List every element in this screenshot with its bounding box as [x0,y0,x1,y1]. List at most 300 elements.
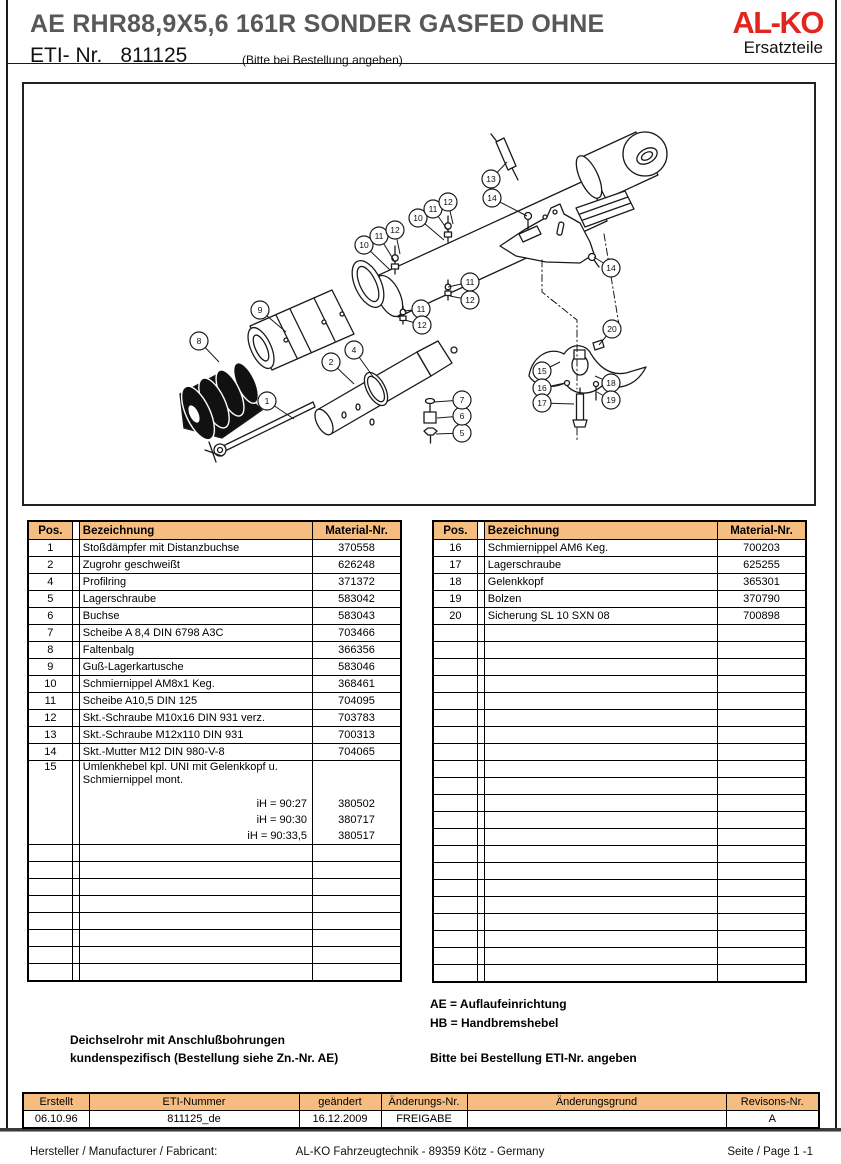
cell-material [718,761,806,778]
cell-pos: 7 [28,625,72,642]
cell-pos: 18 [433,574,477,591]
alko-logo-text: AL-KO [732,5,823,40]
cell-spacer [477,761,484,778]
cell-spacer [477,642,484,659]
cell-material: 370790 [718,591,806,608]
cell-material [718,965,806,983]
cartridge-screw2 [340,312,344,316]
bracket-pin [543,215,547,219]
cell-material [718,829,806,846]
cell-bezeichnung: Lagerschraube [79,591,312,608]
cell-spacer [477,863,484,880]
revision-value-cell: A [726,1111,819,1129]
cell-pos [433,659,477,676]
cell-pos [433,880,477,897]
cell-spacer [72,710,79,727]
cell-pos [433,625,477,642]
callout-number: 11 [374,231,384,241]
cell-material [718,693,806,710]
cell-pos [28,913,72,930]
logo-subtitle: Ersatzteile [743,38,823,57]
cell-material: 380502 380717 380517 [313,761,401,845]
cell-spacer [72,913,79,930]
cell-spacer [72,879,79,896]
cell-pos [433,829,477,846]
cell-bezeichnung [79,862,312,879]
exploded-view-diagram [24,84,814,504]
cell-spacer [477,557,484,574]
table-row [433,948,806,965]
cell-spacer [477,659,484,676]
cell-material [313,964,401,982]
cell-spacer [72,727,79,744]
callout-number: 2 [328,357,334,367]
cell-spacer [72,659,79,676]
table-row [433,574,806,591]
damper-rod-end [512,168,518,180]
revision-header-cell: Erstellt [23,1093,89,1111]
cell-bezeichnung [484,795,717,812]
page-title: AE RHR88,9X5,6 161R SONDER GASFED OHNE [30,10,605,38]
callout-number: 1 [264,396,270,406]
cell-spacer [477,744,484,761]
cell-bezeichnung [484,761,717,778]
cell-material [718,914,806,931]
cell-bezeichnung: Guß-Lagerkartusche [79,659,312,676]
cell-pos [433,761,477,778]
revision-header-cell: Änderungs-Nr. [381,1093,467,1111]
cell-material [718,948,806,965]
table-row [433,761,806,778]
cell-bezeichnung: Scheibe A 8,4 DIN 6798 A3C [79,625,312,642]
cell-bezeichnung [484,625,717,642]
callout-number: 12 [390,225,400,235]
brand-logo [673,5,823,58]
cell-material [718,744,806,761]
callout-number: 10 [359,240,369,250]
exploded-view-box [22,82,816,506]
cell-material: 700203 [718,540,806,557]
revision-value-cell: FREIGABE [381,1111,467,1129]
cell-bezeichnung [484,778,717,795]
cell-spacer [477,795,484,812]
cell-material [718,795,806,812]
cell-bezeichnung: Skt.-Mutter M12 DIN 980-V-8 [79,744,312,761]
cell-pos [433,897,477,914]
callout-number: 11 [416,304,426,314]
cell-spacer [72,845,79,862]
cell-bezeichnung [484,829,717,846]
table-row [433,608,806,625]
revision-header-cell: Revisons-Nr. [726,1093,819,1111]
callout-number: 5 [459,428,465,438]
table-row [28,744,401,761]
page-border-right [835,0,837,1130]
cell-bezeichnung [484,744,717,761]
eti-order-note: (Bitte bei Bestellung angeben) [242,53,403,67]
cell-spacer [72,964,79,982]
cell-bezeichnung [484,812,717,829]
callout-number: 14 [606,263,616,273]
table-row [433,676,806,693]
cell-spacer [72,557,79,574]
cell-pos [28,947,72,964]
bellows [175,359,264,444]
table-row [28,642,401,659]
cell-spacer [477,676,484,693]
cell-pos: 1 [28,540,72,557]
cell-bezeichnung [79,930,312,947]
table-row [433,557,806,574]
cell-spacer [72,930,79,947]
cell-pos: 17 [433,557,477,574]
cell-bezeichnung: Zugrohr geschweißt [79,557,312,574]
footer-manufacturer-label: Hersteller / Manufacturer / Fabricant: [30,1146,218,1158]
cell-spacer [477,965,484,983]
cell-bezeichnung [484,931,717,948]
cell-spacer [477,710,484,727]
cell-material [718,846,806,863]
tube-hole3 [370,419,374,425]
revision-value-row [23,1111,819,1129]
cell-material [718,778,806,795]
table-row [433,931,806,948]
callout-number: 12 [443,197,453,207]
lever-bolt-17 [573,388,587,427]
cell-pos [28,964,72,982]
cell-spacer [477,931,484,948]
cell-spacer [477,914,484,931]
cell-bezeichnung: Bolzen [484,591,717,608]
cell-bezeichnung [484,676,717,693]
revision-value-cell: 16.12.2009 [299,1111,381,1129]
cell-bezeichnung [484,965,717,983]
table-row [28,845,401,862]
cell-spacer [72,744,79,761]
cell-bezeichnung: Skt.-Schraube M12x110 DIN 931 [79,727,312,744]
table-row [28,659,401,676]
col-header-bezeichnung: Bezeichnung [79,521,312,540]
parts-table-left [27,520,402,982]
cell-bezeichnung [484,846,717,863]
cell-bezeichnung [484,710,717,727]
lever-boss-top [574,350,585,359]
cell-material: 704095 [313,693,401,710]
table-row [28,913,401,930]
cell-spacer [72,642,79,659]
cell-material: 625255 [718,557,806,574]
tube-hole1 [342,412,346,418]
cell-bezeichnung: Scheibe A10,5 DIN 125 [79,693,312,710]
callout-number: 14 [487,193,497,203]
table-row [28,676,401,693]
callout-number: 12 [417,320,427,330]
cell-bezeichnung [484,948,717,965]
table-row [433,795,806,812]
table-row [433,693,806,710]
cell-bezeichnung [484,863,717,880]
bracket-pin2 [553,210,557,214]
cell-material: 370558 [313,540,401,557]
cell-bezeichnung: Stoßdämpfer mit Distanzbuchse [79,540,312,557]
cell-material: 583046 [313,659,401,676]
cell-pos [28,930,72,947]
cell-pos: 6 [28,608,72,625]
cell-pos [433,693,477,710]
cell-material [313,947,401,964]
table-row [433,863,806,880]
cell-spacer [477,778,484,795]
cell-material [718,897,806,914]
cell-bezeichnung [79,947,312,964]
cell-material [718,727,806,744]
table-row [433,880,806,897]
callout-number: 20 [607,324,617,334]
cell-bezeichnung [484,914,717,931]
cell-pos [433,948,477,965]
cell-bezeichnung [79,896,312,913]
cell-bezeichnung: Lagerschraube [484,557,717,574]
cell-pos [433,914,477,931]
cell-material: 365301 [718,574,806,591]
cell-pos [28,845,72,862]
table-row [433,829,806,846]
cell-bezeichnung [484,727,717,744]
cell-material: 583042 [313,591,401,608]
cell-pos: 19 [433,591,477,608]
table-row [28,591,401,608]
cell-pos [433,676,477,693]
cell-spacer [72,947,79,964]
callout-number: 18 [606,378,616,388]
cell-spacer [477,591,484,608]
cell-bezeichnung: Umlenkhebel kpl. UNI mit Gelenkkopf u. Schmiernippel mont. iH = 90:27 iH = 90:30 iH = 90:33,5 [79,761,312,845]
cell-pos [433,812,477,829]
table-row [433,846,806,863]
callout-number: 19 [606,395,616,405]
cell-pos: 10 [28,676,72,693]
cartridge-screw3 [284,338,288,342]
cell-material [718,880,806,897]
cell-bezeichnung [484,693,717,710]
cell-bezeichnung: Profilring [79,574,312,591]
damper-rod [496,138,516,170]
table-row [433,778,806,795]
table-row [28,727,401,744]
cell-spacer [72,574,79,591]
footer-page: Seite / Page 1 -1 [727,1146,813,1158]
cell-spacer [477,829,484,846]
table-row [433,744,806,761]
table-row [433,812,806,829]
cell-material [313,913,401,930]
eti-line [30,44,187,68]
cell-pos: 12 [28,710,72,727]
cell-bezeichnung [79,845,312,862]
table-row [433,727,806,744]
cell-pos [433,710,477,727]
cell-spacer [477,880,484,897]
cell-spacer [477,727,484,744]
cell-material: 700898 [718,608,806,625]
tube-hole2 [356,404,360,410]
table-row [28,964,401,982]
legend-hb: HB = Handbremshebel [430,1016,559,1030]
callout-number: 4 [351,345,357,355]
callout-number: 8 [196,336,202,346]
callout-number: 13 [486,174,496,184]
cell-pos: 2 [28,557,72,574]
table-row [28,862,401,879]
cell-pos [433,965,477,983]
parts-table-header-row [28,521,401,540]
cell-spacer [477,625,484,642]
cell-pos: 20 [433,608,477,625]
cell-bezeichnung [79,964,312,982]
cell-bezeichnung [484,897,717,914]
table-row [433,625,806,642]
cell-material: 366356 [313,642,401,659]
callout-number: 10 [413,213,423,223]
nut-14-top [525,213,532,220]
revision-table [22,1092,820,1129]
cell-pos: 8 [28,642,72,659]
table-row-variants [28,761,401,845]
col-spacer [72,521,79,540]
legend-ae: AE = Auflaufeinrichtung [430,997,567,1011]
cell-material [718,659,806,676]
cell-material [718,676,806,693]
cell-bezeichnung [484,659,717,676]
cell-pos [28,879,72,896]
table-row [433,965,806,983]
cell-bezeichnung [484,880,717,897]
footer-company: AL-KO Fahrzeugtechnik - 89359 Kötz - Germany [295,1146,545,1158]
note-order: Bitte bei Bestellung ETI-Nr. angeben [430,1051,637,1065]
cell-material: 700313 [313,727,401,744]
cell-material [313,930,401,947]
table-row [433,659,806,676]
cell-spacer [72,693,79,710]
callout-number: 11 [428,204,438,214]
cell-pos: 14 [28,744,72,761]
cell-pos: 16 [433,540,477,557]
eti-number: 811125 [120,44,188,67]
hardware-stack [424,399,437,444]
cell-spacer [72,896,79,913]
cell-material [718,812,806,829]
cell-pos [433,931,477,948]
revision-header-cell: Änderungsgrund [467,1093,726,1111]
cell-material [718,710,806,727]
cell-spacer [72,540,79,557]
shock-eyelet-bore [218,448,223,453]
table-row [433,710,806,727]
cell-pos [433,846,477,863]
col-header-pos: Pos. [28,521,72,540]
cell-material [313,896,401,913]
table-row [433,897,806,914]
cell-material [718,642,806,659]
cell-pos: 15 [28,761,72,845]
page-border-left [6,0,8,1130]
cell-bezeichnung: Schmiernippel AM6 Keg. [484,540,717,557]
cell-pos [433,642,477,659]
cell-pos: 11 [28,693,72,710]
cell-spacer [72,591,79,608]
cartridge-screw1 [322,320,326,324]
cell-spacer [477,608,484,625]
callout-number: 12 [465,295,475,305]
col-header-bezeichnung: Bezeichnung [484,521,717,540]
cell-pos: 4 [28,574,72,591]
table-row [28,947,401,964]
cell-spacer [477,693,484,710]
cell-pos: 9 [28,659,72,676]
cell-spacer [477,812,484,829]
cell-spacer [477,574,484,591]
cell-bezeichnung [79,913,312,930]
col-header-pos: Pos. [433,521,477,540]
cell-pos [433,744,477,761]
parts-table-header-row [433,521,806,540]
callout-number: 11 [465,277,475,287]
cell-pos [433,778,477,795]
table-row [28,625,401,642]
table-row [433,591,806,608]
cell-bezeichnung: Sicherung SL 10 SXN 08 [484,608,717,625]
cell-material: 626248 [313,557,401,574]
cell-spacer [477,846,484,863]
nut-14-side-stem [594,260,599,267]
table-row [28,557,401,574]
col-header-material: Material-Nr. [313,521,401,540]
revision-header-cell: geändert [299,1093,381,1111]
cell-bezeichnung: Skt.-Schraube M10x16 DIN 931 verz. [79,710,312,727]
revision-value-cell: 811125_de [89,1111,299,1129]
cell-material: 583043 [313,608,401,625]
col-header-material: Material-Nr. [718,521,806,540]
table-row [28,930,401,947]
parts-table-right [432,520,807,983]
table-row [28,896,401,913]
cell-pos [433,727,477,744]
cell-bezeichnung: Gelenkkopf [484,574,717,591]
cell-spacer [72,676,79,693]
cell-material [718,931,806,948]
cell-bezeichnung [79,879,312,896]
cell-material: 704065 [313,744,401,761]
revision-header-cell: ETI-Nummer [89,1093,299,1111]
cell-spacer [477,540,484,557]
cell-spacer [72,761,79,845]
table-row [28,693,401,710]
revision-value-cell: 06.10.96 [23,1111,89,1129]
cell-pos: 5 [28,591,72,608]
cell-pos: 13 [28,727,72,744]
note-drawbar-2: kundenspezifisch (Bestellung siehe Zn.-Nr. AE) [70,1051,339,1065]
col-spacer [477,521,484,540]
cell-material [718,863,806,880]
cell-material: 368461 [313,676,401,693]
callout-number: 17 [537,398,547,408]
callout-number: 7 [459,395,465,405]
cell-pos [28,862,72,879]
callout-number: 6 [459,411,465,421]
table-row [28,879,401,896]
cell-material [718,625,806,642]
cell-pos [28,896,72,913]
